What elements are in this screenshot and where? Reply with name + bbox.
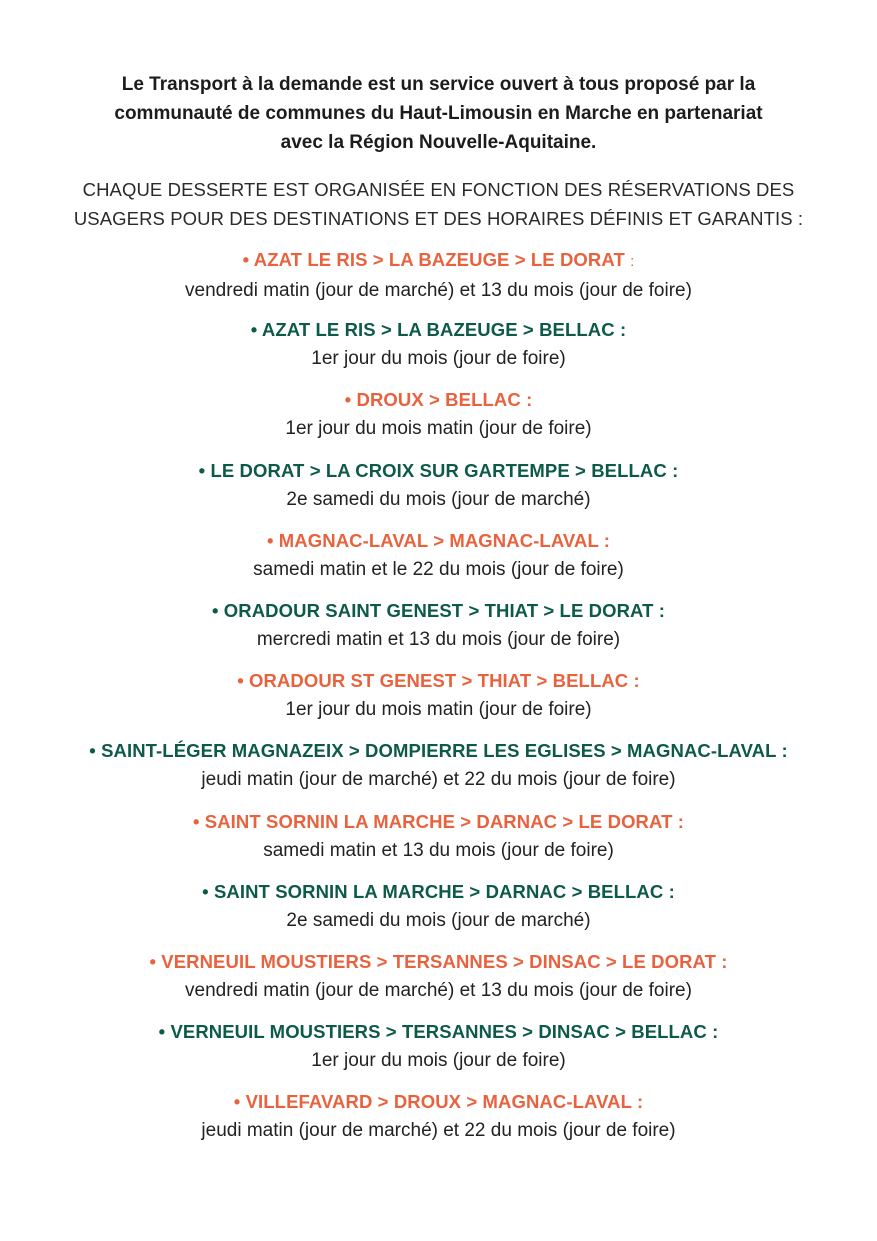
route-schedule: 2e samedi du mois (jour de marché) [286, 909, 591, 931]
route-schedule: samedi matin et 13 du mois (jour de foire) [263, 839, 614, 861]
caps-paragraph [0, 175, 877, 233]
route-colon: : [603, 529, 611, 551]
route-item [0, 527, 877, 597]
route-item [0, 597, 877, 667]
route-colon: : [633, 670, 640, 692]
route-title [0, 246, 877, 276]
route-item [0, 316, 877, 386]
route-title [0, 457, 877, 485]
route-title [0, 737, 877, 765]
route-colon: : [721, 950, 728, 972]
route-item [0, 667, 877, 737]
route-colon: : [636, 1091, 644, 1113]
route-name: • LE DORAT > LA CROIX SUR GARTEMPE > BELLAC [198, 459, 667, 481]
route-name: • MAGNAC-LAVAL > MAGNAC-LAVAL [266, 529, 599, 551]
route-schedule: vendredi matin (jour de marché) et 13 du mois (jour de foire) [185, 979, 692, 1001]
route-list [0, 246, 877, 1158]
route-title [0, 948, 877, 976]
caps-line: CHAQUE DESSERTE EST ORGANISÉE EN FONCTION DES RÉSERVATIONS DES [82, 179, 795, 200]
route-title [0, 386, 877, 414]
route-item [0, 948, 877, 1018]
route-item [0, 737, 877, 807]
route-colon: : [668, 880, 675, 902]
route-name: • SAINT-LÉGER MAGNAZEIX > DOMPIERRE LES EGLISES > MAGNAC-LAVAL [89, 740, 777, 762]
route-colon: : [672, 459, 679, 481]
intro-line: Le Transport à la demande est un service ouvert à tous proposé par la [121, 74, 756, 95]
route-colon: : [526, 389, 533, 411]
intro-line: avec la Région Nouvelle-Aquitaine. [280, 132, 597, 153]
route-name: • ORADOUR SAINT GENEST > THIAT > LE DORAT [211, 599, 654, 621]
route-title [0, 1088, 877, 1116]
route-schedule: vendredi matin (jour de marché) et 13 du mois (jour de foire) [185, 280, 692, 301]
route-name: • DROUX > BELLAC [344, 389, 521, 411]
route-title [0, 667, 877, 695]
caps-line: USAGERS POUR DES DESTINATIONS ET DES HORAIRES DÉFINIS ET GARANTIS : [73, 208, 804, 229]
route-name: • AZAT LE RIS > LA BAZEUGE > LE DORAT [242, 249, 625, 270]
route-schedule: 2e samedi du mois (jour de marché) [286, 488, 591, 510]
route-name: • VILLEFAVARD > DROUX > MAGNAC-LAVAL [233, 1091, 632, 1113]
route-item [0, 1018, 877, 1088]
route-colon: : [677, 810, 685, 832]
route-schedule: 1er jour du mois matin (jour de foire) [285, 699, 592, 721]
route-title [0, 1018, 877, 1046]
route-colon: : [712, 1021, 719, 1043]
route-name: • SAINT SORNIN LA MARCHE > DARNAC > BELLAC [202, 880, 664, 902]
route-schedule: jeudi matin (jour de marché) et 22 du mois (jour de foire) [201, 769, 676, 791]
intro-line: communauté de communes du Haut-Limousin en Marche en partenariat [114, 103, 763, 124]
route-item [0, 457, 877, 527]
route-item [0, 808, 877, 878]
route-schedule: jeudi matin (jour de marché) et 22 du mois (jour de foire) [201, 1120, 676, 1142]
route-colon: : [658, 599, 666, 621]
route-colon: : [619, 319, 627, 341]
route-item [0, 246, 877, 316]
route-colon: : [781, 740, 788, 762]
route-name: • AZAT LE RIS > LA BAZEUGE > BELLAC [250, 319, 615, 341]
route-item [0, 386, 877, 456]
route-title [0, 808, 877, 836]
route-schedule: samedi matin et le 22 du mois (jour de foire) [253, 558, 624, 580]
route-schedule: 1er jour du mois (jour de foire) [311, 1050, 566, 1072]
intro-paragraph [0, 70, 877, 157]
route-name: • ORADOUR ST GENEST > THIAT > BELLAC [237, 670, 629, 692]
route-title [0, 878, 877, 906]
route-title [0, 316, 877, 344]
route-title [0, 597, 877, 625]
route-colon: : [630, 253, 635, 270]
route-name: • VERNEUIL MOUSTIERS > TERSANNES > DINSAC > LE DORAT [149, 950, 717, 972]
route-name: • SAINT SORNIN LA MARCHE > DARNAC > LE DORAT [192, 810, 673, 832]
route-title [0, 527, 877, 555]
route-schedule: 1er jour du mois matin (jour de foire) [285, 418, 592, 440]
route-schedule: 1er jour du mois (jour de foire) [311, 348, 566, 370]
route-name: • VERNEUIL MOUSTIERS > TERSANNES > DINSAC > BELLAC [158, 1021, 707, 1043]
route-schedule: mercredi matin et 13 du mois (jour de foire) [256, 628, 621, 650]
route-item [0, 1088, 877, 1158]
route-item [0, 878, 877, 948]
